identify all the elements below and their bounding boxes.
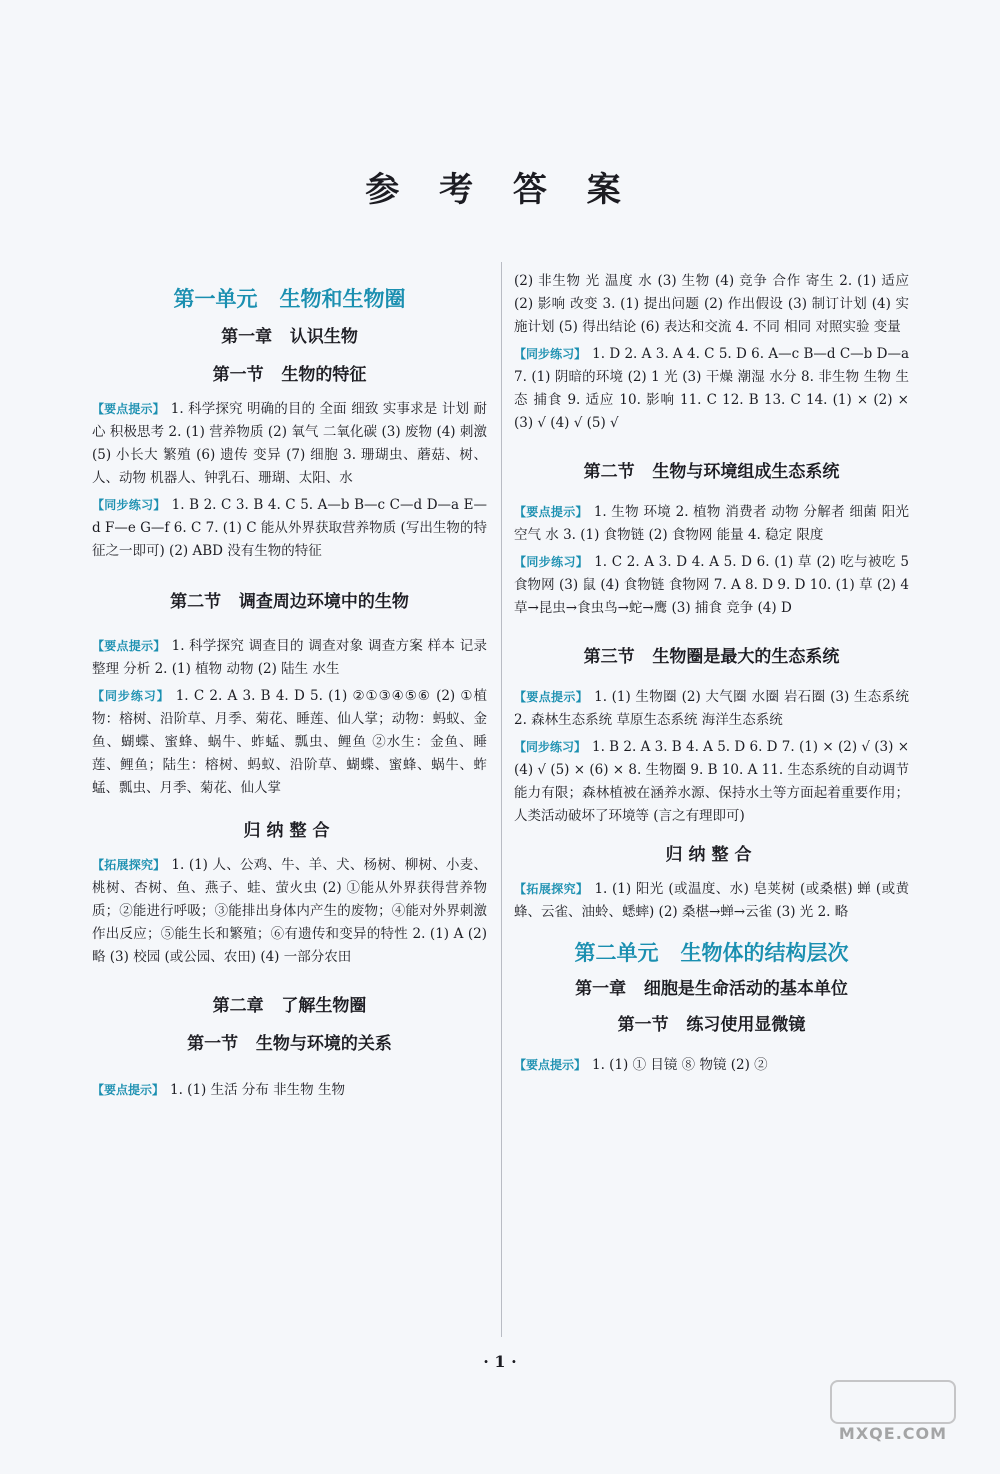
key-points-tag: 【要点提示】 [514, 690, 589, 704]
answer-block [514, 736, 909, 828]
key-points-tag: 【要点提示】 [514, 1058, 587, 1072]
summary-title: 归纳整合 [243, 821, 336, 841]
answer-block [92, 494, 487, 563]
answer-block [92, 685, 487, 800]
key-points-tag: 【要点提示】 [92, 402, 165, 416]
right-column [514, 270, 909, 1077]
answer-block [92, 1079, 487, 1102]
answer-text: 1. 科学探究 明确的目的 全面 细致 实事求是 计划 耐心 积极思考 2. (1) 营养物质 (2) 氧气 二氧化碳 (3) 废物 (4) 刺激 (5) 小长大 繁殖 (6) 遗传 变异 (7) 细胞 3. 珊瑚虫、蘑菇、树、人、动物 机器人、钟乳石、珊瑚、太阳、水 [92, 401, 487, 486]
unit-title: 第二单元 生物体的结构层次 [574, 941, 849, 965]
answer-text: 1. (1) 生物圈 (2) 大气圈 水圈 岩石圈 (3) 生态系统 2. 森林生态系统 草原生态系统 海洋生态系统 [514, 689, 909, 728]
chapter-title: 第二章 了解生物圈 [212, 996, 367, 1016]
practice-tag: 【同步练习】 [514, 555, 589, 569]
answer-block [514, 1054, 909, 1077]
section-title: 第一节 生物的特征 [212, 365, 367, 385]
answer-block [92, 398, 487, 490]
answer-text: 1. (1) ① 目镜 ⑧ 物镜 (2) ② [592, 1057, 768, 1073]
answer-block [514, 501, 909, 547]
answer-text: 1. C 2. A 3. D 4. A 5. D 6. (1) 草 (2) 吃与被吃 5 食物网 (3) 鼠 (4) 食物链 食物网 7. A 8. D 9. D 10. (1) 草 (2) 4 草→昆虫→食虫鸟→蛇→鹰 (3) 捕食 竞争 (4) D [514, 554, 909, 616]
extension-tag: 【拓展探究】 [92, 858, 166, 872]
practice-tag: 【同步练习】 [514, 740, 587, 754]
section-title: 第二节 调查周边环境中的生物 [170, 592, 409, 612]
page-number: · 1 · [483, 1352, 517, 1371]
answer-block [92, 635, 487, 681]
answer-text: 1. 生物 环境 2. 植物 消费者 动物 分解者 细菌 阳光 空气 水 3. (1) 食物链 (2) 食物网 能量 4. 稳定 限度 [514, 504, 909, 543]
section-title: 第二节 生物与环境组成生态系统 [583, 462, 840, 482]
answer-block [514, 686, 909, 732]
practice-tag: 【同步练习】 [92, 498, 166, 512]
answer-block [514, 878, 909, 924]
chapter-title: 第一章 认识生物 [221, 327, 358, 347]
answer-text: 1. (1) 阳光 (或温度、水) 皂荚树 (或桑椹) 蝉 (或黄蜂、云雀、油蛉、蟋蟀) (2) 桑椹→蝉→云雀 (3) 光 2. 略 [514, 881, 909, 920]
answer-text: 1. D 2. A 3. A 4. C 5. D 6. A—c B—d C—b D—a 7. (1) 阴暗的环境 (2) 1 光 (3) 干燥 潮湿 水分 8. 非生物 生物 生态 捕食 9. 适应 10. 影响 11. C 12. B 13. C 14. (1) × (2) × (3) √ (4) √ (5) √ [514, 346, 909, 431]
answer-block [514, 551, 909, 620]
watermark-text: MXQE.COM [838, 1424, 948, 1443]
answer-block [92, 854, 487, 969]
chapter-title: 第一章 细胞是生命活动的基本单位 [575, 979, 848, 999]
practice-tag: 【同步练习】 [514, 347, 587, 361]
watermark-logo [830, 1380, 956, 1424]
answer-text: 1. (1) 人、公鸡、牛、羊、犬、杨树、柳树、小麦、桃树、杏树、鱼、燕子、蛙、萤火虫 (2) ①能从外界获得营养物质；②能进行呼吸；③能排出身体内产生的废物；④能对外界刺激作出反应；⑤能生长和繁殖；⑥有遗传和变异的特性 2. (1) A (2) 略 (3) 校园 (或公园、农田) (4) 一部分农田 [92, 857, 487, 965]
answer-text: 1. B 2. C 3. B 4. C 5. A—b B—c C—d D—a E—d F—e G—f 6. C 7. (1) C 能从外界获取营养物质 (写出生物的特征之一即可) (2) ABD 没有生物的特征 [92, 497, 487, 559]
key-points-tag: 【要点提示】 [92, 1083, 165, 1097]
answer-text: 1. C 2. A 3. B 4. D 5. (1) ②①③④⑤⑥ (2) ①植物：榕树、沿阶草、月季、菊花、睡莲、仙人掌；动物：蚂蚁、金鱼、蝴蝶、蜜蜂、蜗牛、蚱蜢、瓢虫、鲤鱼 ②水生：金鱼、睡莲、鲤鱼；陆生：榕树、蚂蚁、沿阶草、蝴蝶、蜜蜂、蜗牛、蚱蜢、瓢虫、月季、菊花、仙人掌 [92, 688, 487, 796]
summary-title: 归纳整合 [665, 845, 758, 865]
answer-text: (2) 非生物 光 温度 水 (3) 生物 (4) 竞争 合作 寄生 2. (1) 适应 (2) 影响 改变 3. (1) 提出问题 (2) 作出假设 (3) 制订计划 (4) 实施计划 (5) 得出结论 (6) 表达和交流 4. 不同 相同 对照实验 变量 [514, 273, 909, 335]
section-title: 第三节 生物圈是最大的生态系统 [583, 647, 840, 667]
answer-text: 1. B 2. A 3. B 4. A 5. D 6. D 7. (1) × (2) √ (3) × (4) √ (5) × (6) × 8. 生物圈 9. B 10. A 11. 生态系统的自动调节能力有限；森林植被在涵养水源、保持水土等方面起着重要作用；人类活动破坏了环境等 (言之有理即可) [514, 739, 910, 824]
key-points-tag: 【要点提示】 [514, 505, 588, 519]
section-title: 第一节 练习使用显微镜 [617, 1015, 806, 1035]
answer-block [514, 343, 909, 435]
watermark [818, 1378, 968, 1448]
left-column [92, 270, 487, 1102]
practice-tag: 【同步练习】 [92, 689, 170, 703]
answer-text: 1. (1) 生活 分布 非生物 生物 [170, 1082, 345, 1098]
extension-tag: 【拓展探究】 [514, 882, 589, 896]
section-title: 第一节 生物与环境的关系 [187, 1034, 392, 1054]
key-points-tag: 【要点提示】 [92, 639, 166, 653]
page-title: 参 考 答 案 [365, 170, 635, 210]
column-divider [501, 262, 502, 1337]
answer-block [514, 270, 909, 339]
answer-text: 1. 科学探究 调查目的 调查对象 调查方案 样本 记录 整理 分析 2. (1) 植物 动物 (2) 陆生 水生 [92, 638, 487, 677]
unit-title: 第一单元 生物和生物圈 [173, 287, 406, 311]
